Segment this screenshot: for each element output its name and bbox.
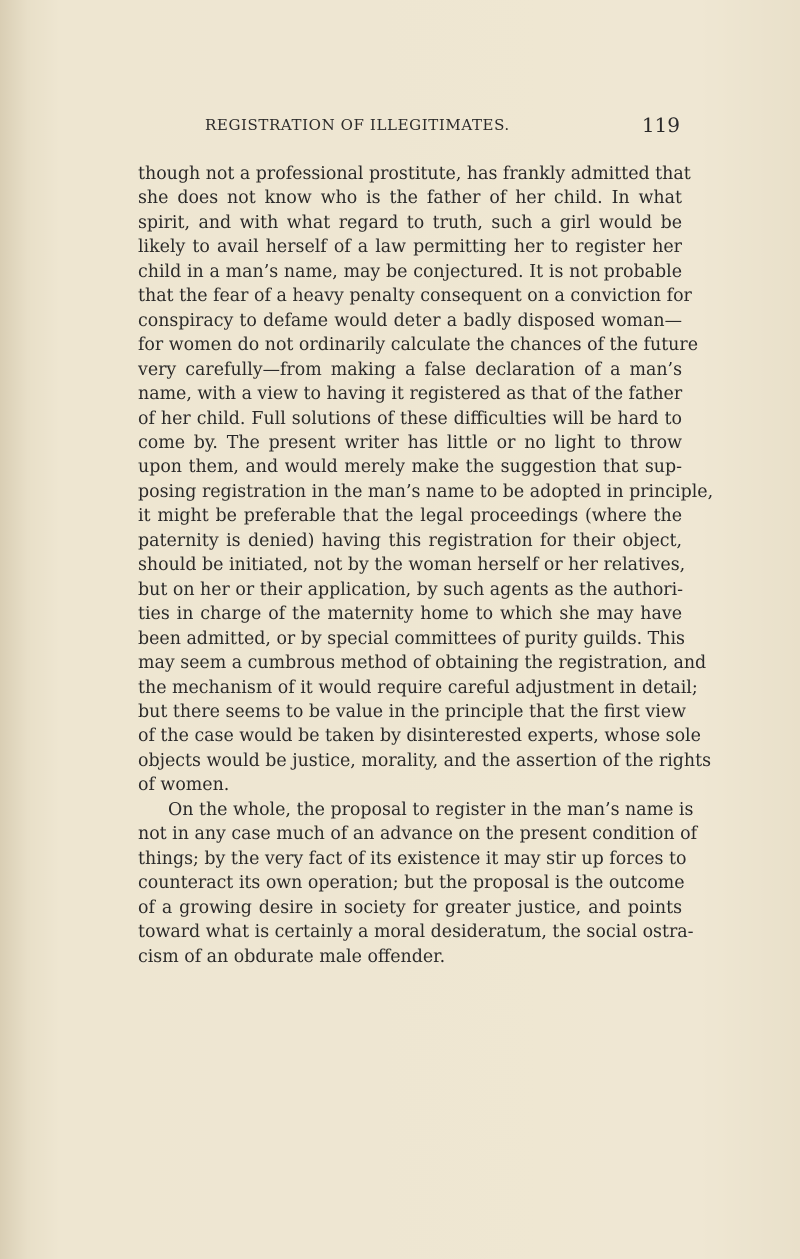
text-line: spirit, and with what regard to truth, such a girl would be: [138, 212, 682, 233]
text-line: cism of an obdurate male offender.: [138, 946, 446, 967]
text-line: it might be preferable that the legal proceedings (where the: [138, 506, 682, 527]
text-line: of a growing desire in society for greater justice, and points: [138, 897, 682, 918]
text-line: not in any case much of an advance on the present condition of: [138, 824, 698, 845]
running-head: [205, 113, 680, 142]
text-line: upon them, and would merely make the suggestion that sup-: [138, 457, 682, 478]
text-line: On the whole, the proposal to register in the man’s name is: [168, 799, 694, 820]
text-line: but there seems to be value in the principle that the first view: [138, 701, 686, 722]
text-line: child in a man’s name, may be conjectured. It is not probable: [138, 261, 682, 282]
text-line: likely to avail herself of a law permitting her to register her: [138, 237, 682, 258]
text-line: should be initiated, not by the woman herself or her relatives,: [138, 555, 686, 576]
text-line: though not a professional prostitute, has frankly admitted that: [138, 164, 691, 184]
text-line: for women do not ordinarily calculate the chances of the future: [138, 335, 698, 356]
paragraph: [138, 798, 698, 969]
text-line: toward what is certainly a moral desideratum, the social ostra-: [138, 922, 694, 943]
text-line: been admitted, or by special committees of purity guilds. This: [138, 628, 685, 649]
text-line: very carefully—from making a false declaration of a man’s: [138, 359, 682, 380]
text-line: but on her or their application, by such agents as the authori-: [138, 579, 684, 600]
text-line: may seem a cumbrous method of obtaining the registration, and: [138, 653, 707, 674]
text-line: paternity is denied) having this registration for their object,: [138, 530, 682, 551]
text-line: of her child. Full solutions of these difficulties will be hard to: [138, 408, 682, 429]
text-line: posing registration in the man’s name to be adopted in principle,: [138, 481, 714, 502]
text-line: objects would be justice, morality, and the assertion of the rights: [138, 750, 712, 771]
page-number: 119: [641, 113, 680, 137]
text-line: things; by the very fact of its existence it may stir up forces to: [138, 848, 687, 869]
text-line: that the fear of a heavy penalty consequent on a conviction for: [138, 286, 692, 307]
text-line: ties in charge of the maternity home to which she may have: [138, 604, 682, 625]
text-line: come by. The present writer has little or no light to throw: [138, 432, 682, 453]
running-title: REGISTRATION OF ILLEGITIMATES.: [205, 116, 510, 134]
text-line: conspiracy to defame would deter a badly disposed woman—: [138, 310, 682, 331]
text-line: counteract its own operation; but the proposal is the outcome: [138, 873, 685, 894]
text-line: of women.: [138, 775, 230, 796]
text-line: of the case would be taken by disinterested experts, whose sole: [138, 726, 701, 747]
text-line: she does not know who is the father of her child. In what: [138, 188, 682, 209]
text-line: name, with a view to having it registered as that of the father: [138, 384, 683, 405]
body-text: [138, 162, 714, 969]
text-line: the mechanism of it would require careful adjustment in detail;: [138, 677, 698, 698]
paragraph: [138, 162, 714, 798]
